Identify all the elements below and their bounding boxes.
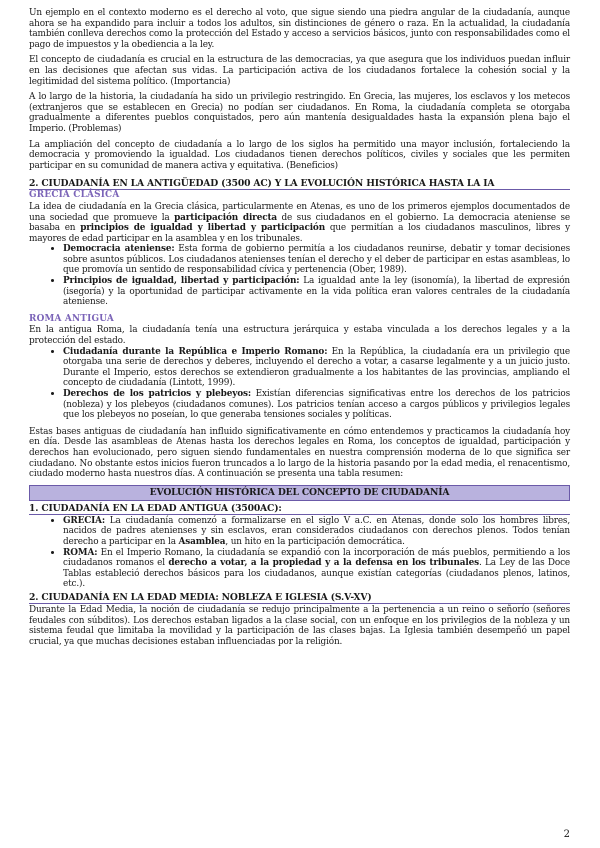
table-section-1-heading: 1. CIUDADANÍA EN LA EDAD ANTIGUA (3500AC): (29, 503, 570, 515)
table-section-1-list (29, 516, 570, 590)
document-page (29, 8, 570, 652)
list-item: • GRECIA: La ciudadanía comenzó a formalizarse en el siglo V a.C. en Atenas, donde solo los hombres libres, nacidos de padres atenienses y sin esclavos, eran considerados ciudadanos con derechos plenos. Todos tenían derecho a participar en la Asamblea, un hito en la participación democrática. (63, 516, 570, 548)
grecia-paragraph: La idea de ciudadanía en la Grecia clásica, particularmente en Atenas, es uno de los primeros ejemplos documentados de una sociedad que promueve la participación directa de sus ciudadanos en el gobierno. La democracia ateniense se basaba en principios de igualdad y libertad y participación que permitían a los ciudadanos masculinos, libres y mayores de edad participar en la asamblea y en los tribunales. (29, 201, 570, 244)
list-item: • Ciudadanía durante la República e Imperio Romano: En la República, la ciudadanía era un privilegio que otorgaba una serie de derechos y deberes, incluyendo el derecho a votar, a casarse legalmente y a un juicio justo. Durante el Imperio, estos derechos se extendieron gradualmente a los habitantes de las provincias, ampliando el concepto de ciudadanía (Lintott, 1999). (63, 347, 570, 389)
intro-paragraph-1: Un ejemplo en el contexto moderno es el derecho al voto, que sigue siendo una piedra angular de la ciudadanía, aunque ahora se ha expandido para incluir a todos los adultos, sin distinciones de género o raza. En la actualidad, la ciudadanía también conlleva derechos como la protección del Estado y acceso a servicios básicos, junto con responsabilidades como el pago de impuestos y la obediencia a la ley. (29, 8, 570, 50)
roma-bullet-list (29, 347, 570, 421)
page-number: 2 (563, 829, 570, 840)
roma-paragraph: En la antigua Roma, la ciudadanía tenía una estructura jerárquica y estaba vinculada a los derechos legales y a la protección del estado. (29, 325, 570, 347)
list-item: • Democracia ateniense: Esta forma de gobierno permitía a los ciudadanos reunirse, debatir y tomar decisiones sobre asuntos públicos. Los ciudadanos atenienses tenían el derecho y el deber de participar en estas asambleas, lo que promovía un sentido de responsabilidad cívica y pertenencia (Ober, 1989). (63, 244, 570, 276)
intro-paragraph-4: La ampliación del concepto de ciudadanía a lo largo de los siglos ha permitido una mayor inclusión, fortaleciendo la democracia y promoviendo la igualdad. Los ciudadanos tienen derechos políticos, civiles y sociales que les permiten participar en su comunidad de manera activa y equitativa. (Beneficios) (29, 139, 570, 171)
list-item: • ROMA: En el Imperio Romano, la ciudadanía se expandió con la incorporación de más pueblos, permitiendo a los ciudadanos romanos el derecho a votar, a la propiedad y a la defensa en los tribunales. La Ley de las Doce Tablas estableció derechos básicos para los ciudadanos, aunque existían categorías (ciudadanos plenos, latinos, etc.). (63, 548, 570, 590)
roma-subheading: ROMA ANTIGUA (29, 313, 114, 324)
list-item: • Derechos de los patricios y plebeyos: Existían diferencias significativas entre los derechos de los patricios (nobleza) y los plebeyos (ciudadanos comunes). Los patricios tenían acceso a cargos públicos y privilegios legales que los plebeyos no poseían, lo que generaba tensiones sociales y políticas. (63, 389, 570, 421)
grecia-subheading: GRECIA CLÁSICA (29, 190, 120, 201)
summary-table-title: EVOLUCIÓN HISTÓRICA DEL CONCEPTO DE CIUDADANÍA (29, 485, 570, 501)
section-2-heading: 2. CIUDADANÍA EN LA ANTIGÜEDAD (3500 AC) Y LA EVOLUCIÓN HISTÓRICA HASTA LA IA (29, 178, 570, 190)
list-item: • Principios de igualdad, libertad y participación: La igualdad ante la ley (isonomía), la libertad de expresión (isegoría) y la oportunidad de participar activamente en la vida política eran valores centrales de la ciudadanía ateniense. (63, 276, 570, 308)
intro-paragraph-2: El concepto de ciudadanía es crucial en la estructura de las democracias, ya que asegura que los individuos puedan influir en las decisiones que afectan sus vidas. La participación activa de los ciudadanos fortalece la cohesión social y la legitimidad del sistema político. (Importancia) (29, 55, 570, 87)
closing-paragraph: Estas bases antiguas de ciudadanía han influido significativamente en cómo entendemos y practicamos la ciudadanía hoy en día. Desde las asambleas de Atenas hasta los derechos legales en Roma, los conceptos de igualdad, participación y derechos han evolucionado, pero siguen siendo fundamentales en nuestra comprensión moderna de lo que significa ser ciudadano. No obstante estos inicios fueron truncados a lo largo de la historia pasando por la edad media, el renacentismo, ciudado moderno hasta nuestros días. A continuación se presenta una tabla resumen: (29, 426, 570, 480)
table-section-2-heading: 2. CIUDADANÍA EN LA EDAD MEDIA: NOBLEZA E IGLESIA (S.V-XV) (29, 592, 570, 604)
table-section-2-text: Durante la Edad Media, la noción de ciudadanía se redujo principalmente a la pertenencia a un reino o señorío (señores feudales con súbditos). Los derechos estaban ligados a la clase social, con un enfoque en los privilegios de la nobleza y un sistema feudal que limitaba la movilidad y la participación de las clases bajas. La Iglesia también desempeñó un papel crucial, ya que muchas decisiones estaban influenciadas por la religión. (29, 604, 570, 647)
grecia-bullet-list (29, 244, 570, 308)
intro-paragraph-3: A lo largo de la historia, la ciudadanía ha sido un privilegio restringido. En Grecia, las mujeres, los esclavos y los metecos (extranjeros que se establecen en Grecia) no podían ser ciudadanos. En Roma, la ciudadanía completa se otorgaba gradualmente a diferentes pueblos conquistados, pero aún mantenía desigualdades hasta la expansión plena bajo el Imperio. (Problemas) (29, 92, 570, 134)
